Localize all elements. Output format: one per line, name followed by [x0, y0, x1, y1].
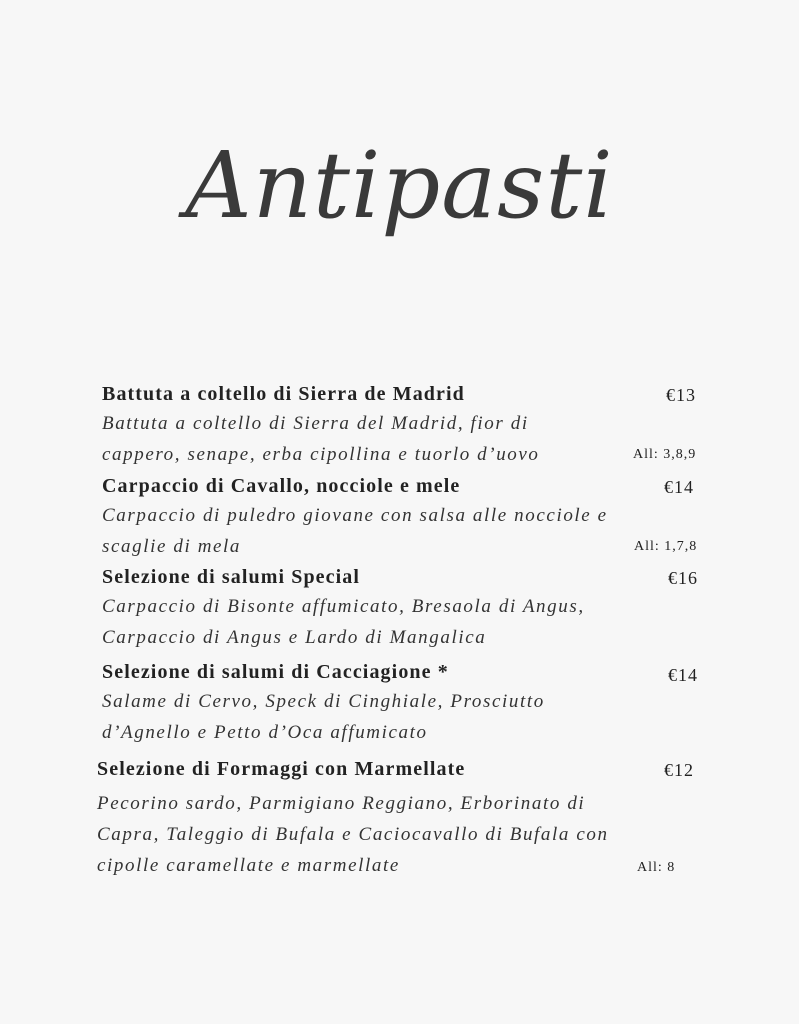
item-price: €14: [668, 665, 698, 685]
item-description: [102, 591, 585, 653]
item-allergens: All: 8: [637, 860, 676, 875]
item-allergens: All: 3,8,9: [633, 447, 697, 462]
item-description: [102, 686, 545, 748]
item-price: €16: [668, 568, 698, 588]
item-name: Battuta a coltello di Sierra de Madrid: [102, 383, 465, 405]
description-line: Battuta a coltello di Sierra del Madrid, fior di: [102, 413, 529, 434]
item-price: €13: [666, 385, 696, 405]
description-line: Pecorino sardo, Parmigiano Reggiano, Erborinato di: [97, 793, 586, 814]
description-line: Capra, Taleggio di Bufala e Caciocavallo di Bufala con: [97, 824, 609, 845]
description-line: Carpaccio di Bisonte affumicato, Bresaola di Angus,: [102, 596, 585, 617]
description-line: Salame di Cervo, Speck di Cinghiale, Prosciutto: [102, 691, 545, 712]
item-name: Selezione di Formaggi con Marmellate: [97, 758, 466, 780]
item-price: €12: [664, 760, 694, 780]
item-name: Carpaccio di Cavallo, nocciole e mele: [102, 475, 461, 497]
description-line: cappero, senape, erba cipollina e tuorlo d’uovo: [102, 444, 540, 465]
item-name: Selezione di salumi di Cacciagione *: [102, 661, 449, 683]
description-line: Carpaccio di puledro giovane con salsa alle nocciole e: [102, 505, 608, 526]
item-name: Selezione di salumi Special: [102, 566, 361, 588]
description-line: Carpaccio di Angus e Lardo di Mangalica: [102, 627, 487, 648]
item-allergens: All: 1,7,8: [634, 539, 698, 554]
item-price: €14: [664, 477, 694, 497]
description-line: d’Agnello e Petto d’Oca affumicato: [102, 722, 428, 743]
item-description: [102, 500, 608, 562]
item-description: [97, 788, 609, 881]
menu-title: Antipasti: [185, 132, 614, 239]
item-description: [102, 408, 540, 470]
description-line: scaglie di mela: [102, 536, 242, 557]
description-line: cipolle caramellate e marmellate: [97, 855, 400, 876]
